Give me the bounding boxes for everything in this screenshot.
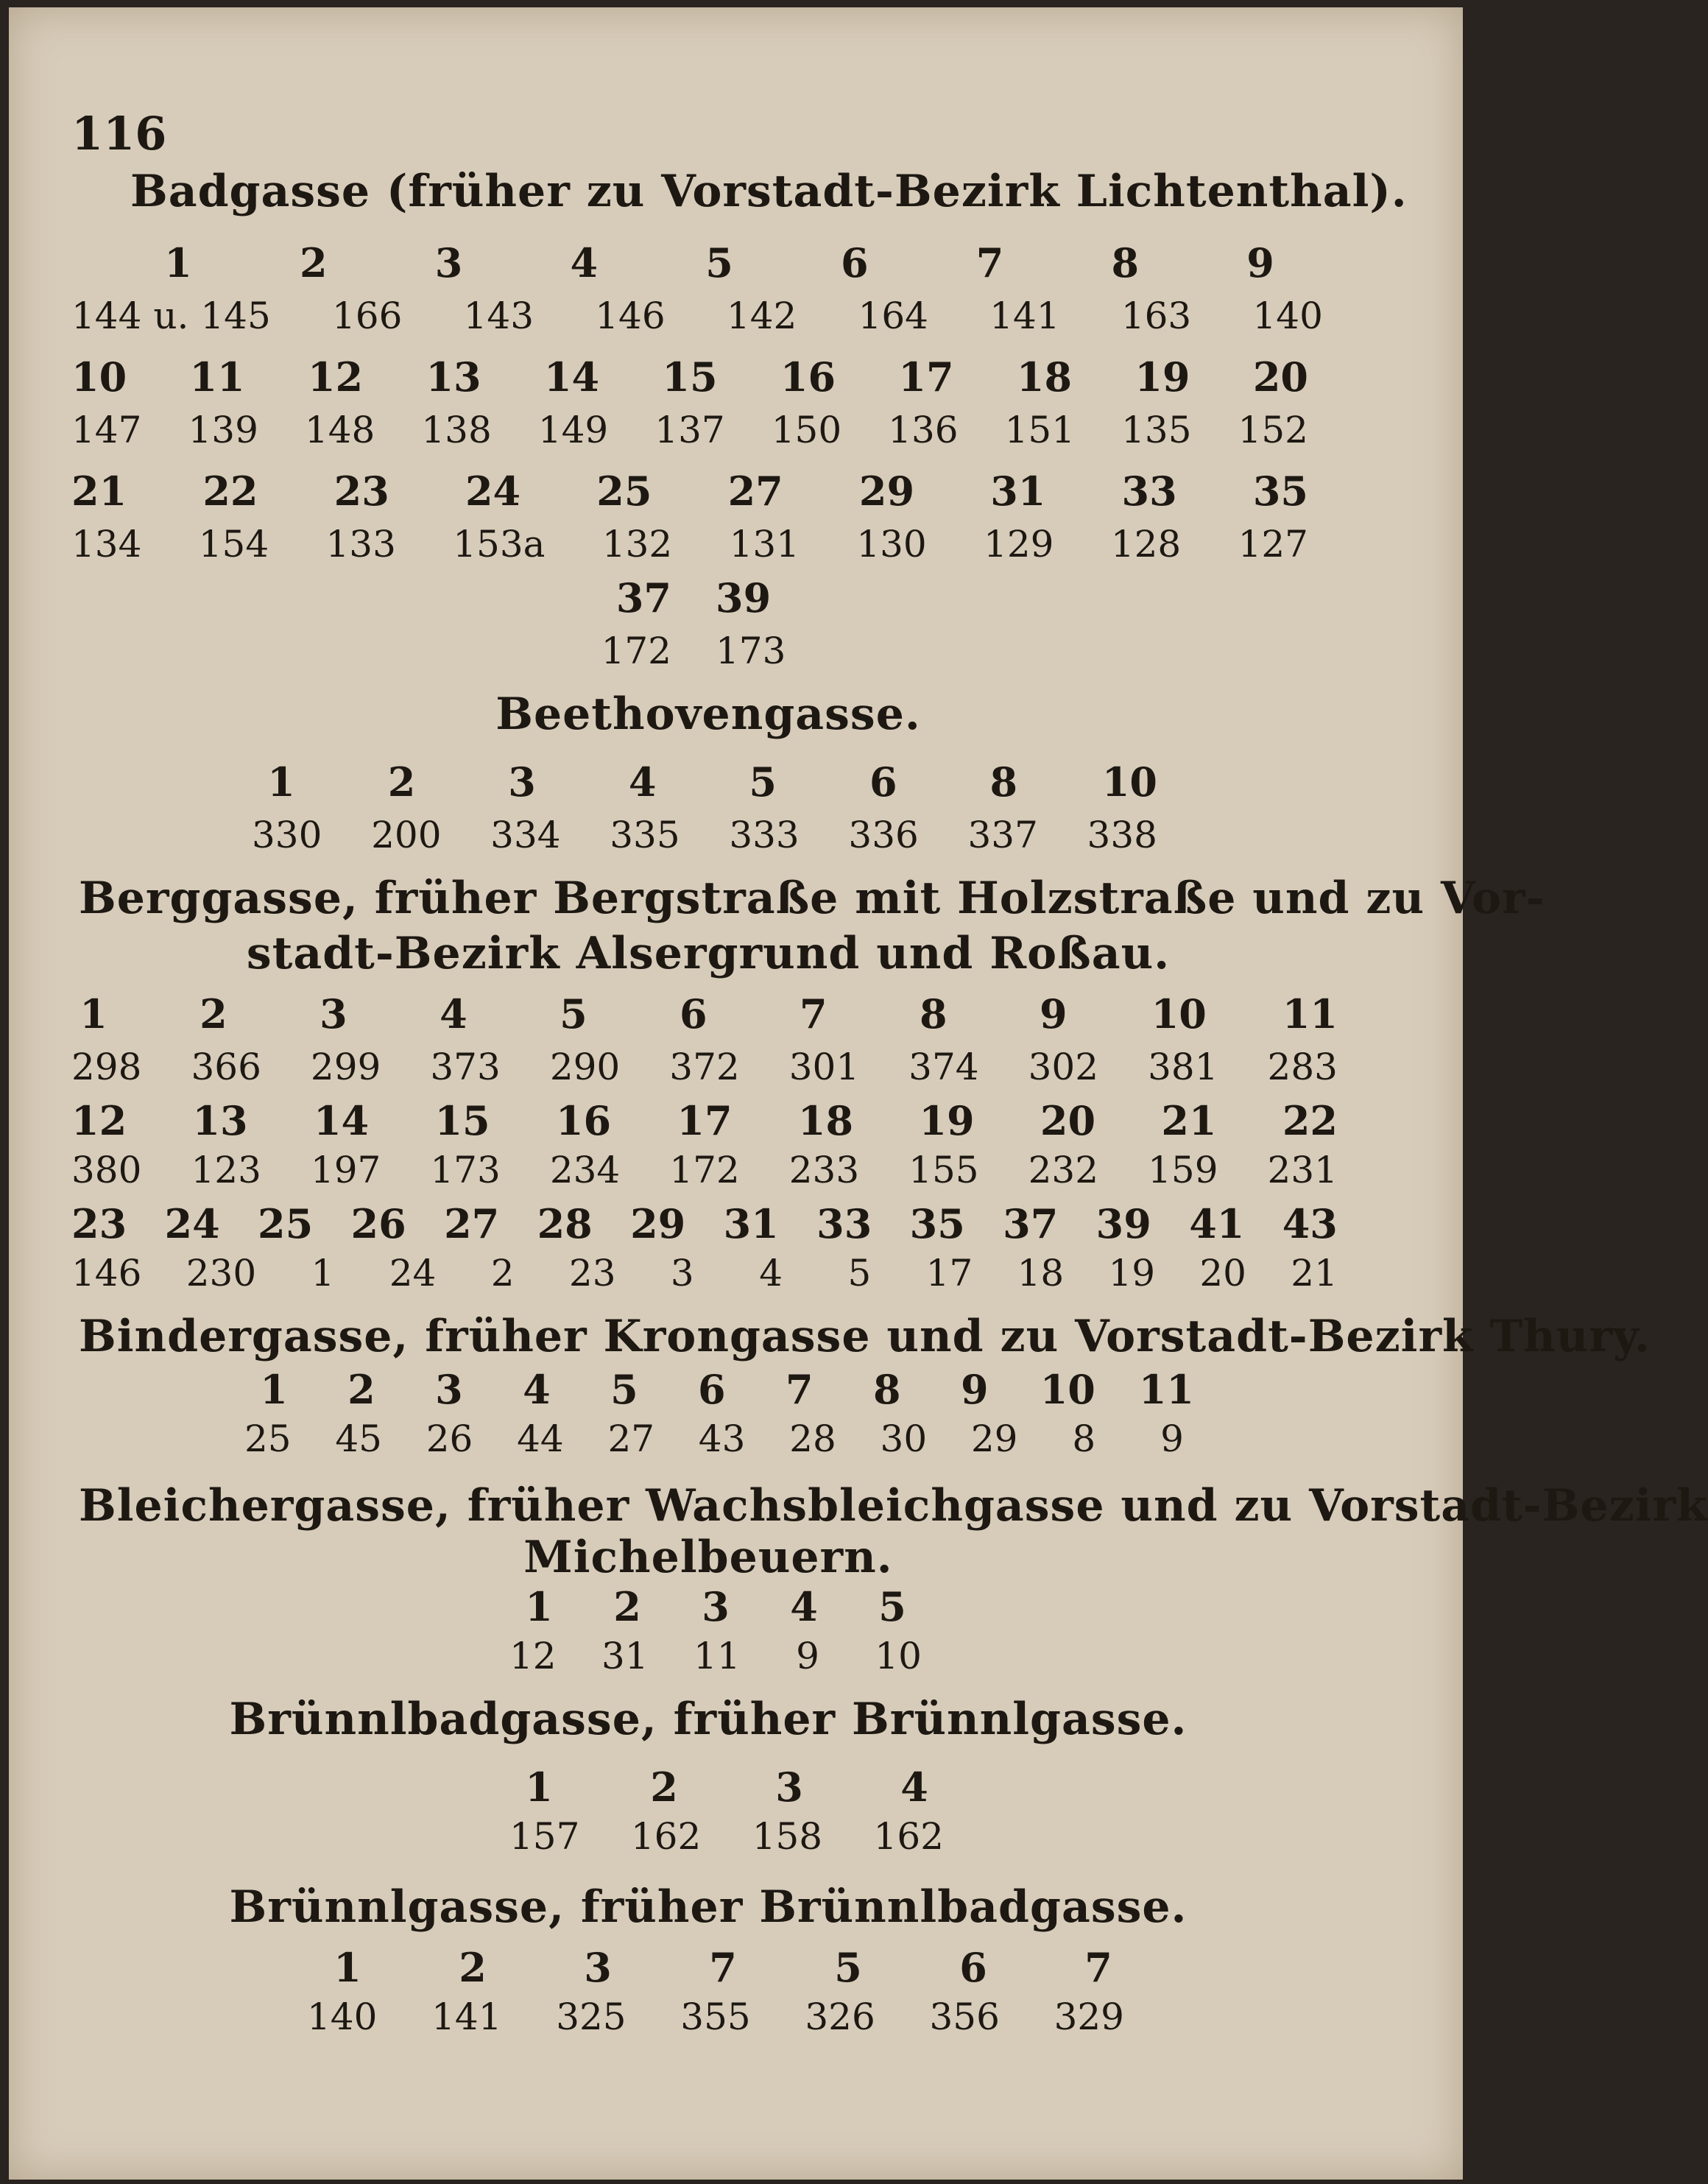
house-number-cell: 39 [716,574,772,621]
house-number-cell: 231 [1267,1149,1338,1191]
house-number-cell: 333 [729,814,800,856]
house-number-cell: 158 [752,1815,823,1858]
house-number-cell: 24 [465,468,521,515]
house-number-cell: 149 [537,409,609,451]
house-number-cell: 24 [164,1200,220,1247]
house-number-cell: 4 [440,990,467,1038]
house-number-cell: 9 [1160,1417,1184,1460]
badgasse-row-3 [71,353,1308,401]
house-number-cell: 154 [198,523,269,566]
heading-berggasse-2: stadt-Bezirk Alsergrund und Roßau. [246,928,1171,979]
house-number-cell: 2 [490,1252,515,1294]
house-number-cell: 302 [1028,1046,1099,1088]
badgasse-row-2 [71,295,1323,337]
house-number-cell: 21 [1291,1252,1338,1294]
house-number-cell: 373 [430,1046,501,1088]
house-number-cell: 18 [797,1097,854,1144]
house-number-cell: 3 [584,1944,612,1991]
house-number-cell: 146 [71,1252,142,1294]
house-number-cell: 7 [786,1366,814,1413]
house-number-cell: 10 [1101,758,1157,806]
house-number-cell: 326 [805,1995,875,2038]
house-number-cell: 5 [878,1583,906,1630]
bleichergasse-row-1 [517,1583,914,1630]
house-number-cell: 131 [729,523,800,566]
house-number-cell: 232 [1028,1149,1099,1191]
berggasse-row-5 [71,1200,1338,1247]
house-number-cell: 29 [970,1417,1018,1460]
house-number-cell: 233 [788,1149,860,1191]
house-number-cell: 12 [509,1635,557,1677]
house-number-cell: 14 [313,1097,370,1144]
bindergasse-row-2 [244,1417,1194,1460]
house-number-cell: 6 [869,758,897,806]
house-number-cell: 157 [509,1815,580,1858]
house-number-cell: 140 [307,1995,378,2038]
berggasse-row-3 [71,1097,1338,1144]
badgasse-row-7 [598,574,789,621]
house-number-cell: 29 [858,468,915,515]
house-number-cell: 10 [1151,990,1207,1038]
house-number-cell: 25 [258,1200,314,1247]
house-number-cell: 1 [334,1944,361,1991]
house-number-cell: 129 [984,523,1054,566]
house-number-cell: 5 [610,1366,638,1413]
house-number-cell: 372 [669,1046,740,1088]
beethovengasse-row-1 [259,758,1157,806]
house-number-cell: 26 [426,1417,473,1460]
house-number-cell: 141 [989,295,1060,337]
heading-bleichergasse-2: Michelbeuern. [523,1532,893,1583]
house-number-cell: 10 [875,1635,922,1677]
house-number-cell: 336 [848,814,919,856]
house-number-cell: 132 [601,523,673,566]
house-number-cell: 24 [389,1252,437,1294]
house-number-cell: 128 [1110,523,1182,566]
house-number-cell: 17 [677,1097,733,1144]
house-number-cell: 3 [320,990,347,1038]
house-number-cell: 301 [788,1046,860,1088]
house-number-cell: 173 [716,630,786,672]
house-number-cell: 12 [307,353,364,401]
house-number-cell: 1 [80,990,107,1038]
house-number-cell: 3 [435,1366,463,1413]
house-number-cell: 148 [304,409,375,451]
house-number-cell: 159 [1148,1149,1218,1191]
house-number-cell: 8 [989,758,1018,806]
house-number-cell: 18 [1017,1252,1065,1294]
house-number-cell: 325 [556,1995,627,2038]
house-number-cell: 9 [1246,239,1274,286]
house-number-cell: 9 [960,1366,989,1413]
house-number-cell: 3 [775,1764,803,1811]
house-number-cell: 130 [856,523,927,566]
house-number-cell: 15 [434,1097,490,1144]
house-number-cell: 3 [702,1583,730,1630]
house-number-cell: 23 [71,1200,127,1247]
house-number-cell: 8 [872,1366,901,1413]
heading-bindergasse: Bindergasse, früher Krongasse und zu Vorstadt-Bezirk Thury. [79,1311,1651,1362]
house-number-cell: 26 [350,1200,406,1247]
house-number-cell: 144 u. 145 [71,295,271,337]
house-number-cell: 162 [873,1815,944,1858]
heading-bleichergasse-1: Bleichergasse, früher Wachsbleichgasse und zu Vorstadt-Bezirk [79,1480,1708,1532]
house-number-cell: 172 [601,630,671,672]
bleichergasse-row-2 [509,1635,922,1677]
house-number-cell: 11 [694,1635,741,1677]
house-number-cell: 139 [188,409,258,451]
house-number-cell: 143 [463,295,534,337]
house-number-cell: 329 [1054,1995,1124,2038]
house-number-cell: 1 [164,239,192,286]
badgasse-row-5 [71,468,1308,515]
house-number-cell: 6 [959,1944,987,1991]
badgasse-row-4 [71,409,1308,451]
house-number-cell: 4 [628,758,657,806]
house-number-cell: 150 [771,409,842,451]
house-number-cell: 43 [1282,1200,1338,1247]
house-number-cell: 153a [453,523,546,566]
house-number-cell: 37 [1003,1200,1059,1247]
house-number-cell: 137 [654,409,725,451]
house-number-cell: 23 [568,1252,616,1294]
house-number-cell: 380 [71,1149,142,1191]
house-number-cell: 1 [311,1252,335,1294]
house-number-cell: 123 [191,1149,261,1191]
house-number-cell: 10 [1040,1366,1095,1413]
house-number-cell: 6 [840,239,869,286]
house-number-cell: 11 [1138,1366,1194,1413]
house-number-cell: 162 [630,1815,702,1858]
bruennlbadgasse-row-2 [509,1815,944,1858]
house-number-cell: 4 [570,239,599,286]
house-number-cell: 14 [543,353,600,401]
house-number-cell: 11 [189,353,245,401]
house-number-cell: 33 [816,1200,872,1247]
beethovengasse-row-2 [252,814,1157,856]
heading-bruennlgasse: Brünnlgasse, früher Brünnlbadgasse. [229,1881,1188,1933]
house-number-cell: 35 [1252,468,1308,515]
bindergasse-row-1 [252,1366,1194,1413]
house-number-cell: 8 [1072,1417,1096,1460]
house-number-cell: 2 [459,1944,487,1991]
house-number-cell: 28 [789,1417,836,1460]
house-number-cell: 18 [1016,353,1073,401]
house-number-cell: 12 [71,1097,127,1144]
house-number-cell: 16 [780,353,836,401]
house-number-cell: 37 [615,574,671,621]
house-number-cell: 2 [387,758,416,806]
house-number-cell: 4 [759,1252,783,1294]
house-number-cell: 1 [525,1583,553,1630]
house-number-cell: 2 [347,1366,375,1413]
bruennlgasse-row-1 [325,1944,1121,1991]
house-number-cell: 330 [252,814,322,856]
house-number-cell: 7 [1084,1944,1112,1991]
house-number-cell: 374 [908,1046,979,1088]
house-number-cell: 27 [727,468,783,515]
house-number-cell: 27 [444,1200,500,1247]
house-number-cell: 355 [680,1995,751,2038]
house-number-cell: 166 [331,295,403,337]
house-number-cell: 31 [990,468,1046,515]
house-number-cell: 140 [1252,295,1323,337]
bruennlgasse-row-2 [307,1995,1124,2038]
house-number-cell: 10 [71,353,127,401]
house-number-cell: 147 [71,409,142,451]
badgasse-row-8 [590,630,797,672]
house-number-cell: 5 [749,758,777,806]
house-number-cell: 234 [549,1149,621,1191]
house-number-cell: 172 [669,1149,740,1191]
house-number-cell: 9 [796,1635,819,1677]
house-number-cell: 25 [596,468,652,515]
house-number-cell: 44 [517,1417,564,1460]
house-number-cell: 5 [834,1944,862,1991]
house-number-cell: 41 [1189,1200,1245,1247]
house-number-cell: 2 [650,1764,678,1811]
house-number-cell: 33 [1121,468,1177,515]
house-number-cell: 2 [299,239,328,286]
house-number-cell: 134 [71,523,142,566]
house-number-cell: 127 [1238,523,1308,566]
house-number-cell: 146 [595,295,666,337]
house-number-cell: 151 [1004,409,1076,451]
house-number-cell: 39 [1095,1200,1151,1247]
house-number-cell: 3 [670,1252,694,1294]
badgasse-row-1 [156,239,1282,286]
house-number-cell: 13 [192,1097,248,1144]
house-number-cell: 135 [1121,409,1192,451]
house-number-cell: 4 [523,1366,551,1413]
house-number-cell: 35 [909,1200,965,1247]
house-number-cell: 283 [1267,1046,1338,1088]
house-number-cell: 138 [421,409,492,451]
house-number-cell: 21 [1161,1097,1217,1144]
house-number-cell: 163 [1121,295,1192,337]
house-number-cell: 6 [680,990,707,1038]
house-number-cell: 381 [1148,1046,1218,1088]
house-number-cell: 335 [610,814,680,856]
house-number-cell: 197 [310,1149,381,1191]
house-number-cell: 142 [726,295,797,337]
house-number-cell: 337 [967,814,1038,856]
house-number-cell: 2 [200,990,227,1038]
page-number: 116 [71,107,167,161]
house-number-cell: 8 [919,990,947,1038]
house-number-cell: 27 [607,1417,655,1460]
house-number-cell: 133 [325,523,396,566]
house-number-cell: 11 [1282,990,1338,1038]
house-number-cell: 19 [1134,353,1190,401]
house-number-cell: 7 [800,990,827,1038]
house-number-cell: 141 [431,1995,502,2038]
house-number-cell: 3 [434,239,463,286]
house-number-cell: 21 [71,468,127,515]
house-number-cell: 19 [1108,1252,1156,1294]
house-number-cell: 299 [310,1046,381,1088]
house-number-cell: 13 [426,353,481,401]
house-number-cell: 16 [555,1097,612,1144]
house-number-cell: 4 [900,1764,928,1811]
berggasse-row-6 [71,1252,1338,1294]
house-number-cell: 136 [888,409,959,451]
house-number-cell: 23 [334,468,389,515]
house-number-cell: 334 [490,814,561,856]
berggasse-row-4 [71,1149,1338,1191]
heading-bruennlbadgasse: Brünnlbadgasse, früher Brünnlgasse. [229,1694,1188,1745]
house-number-cell: 28 [537,1200,593,1247]
house-number-cell: 43 [698,1417,746,1460]
house-number-cell: 7 [975,239,1004,286]
house-number-cell: 2 [613,1583,641,1630]
house-number-cell: 7 [709,1944,737,1991]
house-number-cell: 5 [847,1252,872,1294]
heading-badgasse: Badgasse (früher zu Vorstadt-Bezirk Lichtenthal). [130,166,1408,217]
house-number-cell: 6 [698,1366,726,1413]
house-number-cell: 155 [908,1149,979,1191]
house-number-cell: 19 [919,1097,975,1144]
house-number-cell: 5 [705,239,733,286]
house-number-cell: 5 [560,990,587,1038]
house-number-cell: 31 [723,1200,779,1247]
house-number-cell: 30 [880,1417,928,1460]
house-number-cell: 1 [260,1366,288,1413]
house-number-cell: 20 [1040,1097,1096,1144]
house-number-cell: 356 [929,1995,1000,2038]
heading-berggasse-1: Berggasse, früher Bergstraße mit Holzstraße und zu Vor- [79,873,1545,924]
house-number-cell: 22 [1282,1097,1338,1144]
house-number-cell: 17 [898,353,954,401]
house-number-cell: 17 [925,1252,973,1294]
house-number-cell: 31 [601,1635,649,1677]
house-number-cell: 20 [1252,353,1308,401]
house-number-cell: 22 [202,468,258,515]
house-number-cell: 15 [662,353,718,401]
house-number-cell: 29 [630,1200,686,1247]
house-number-cell: 152 [1238,409,1308,451]
house-number-cell: 230 [186,1252,257,1294]
house-number-cell: 4 [790,1583,818,1630]
house-number-cell: 25 [244,1417,292,1460]
house-number-cell: 45 [335,1417,382,1460]
berggasse-row-2 [71,1046,1338,1088]
house-number-cell: 1 [525,1764,553,1811]
house-number-cell: 173 [430,1149,501,1191]
berggasse-row-1 [71,990,1338,1038]
heading-beethovengasse: Beethovengasse. [495,688,921,740]
house-number-cell: 20 [1199,1252,1246,1294]
house-number-cell: 8 [1111,239,1140,286]
house-number-cell: 338 [1087,814,1157,856]
book-page [9,7,1708,2180]
house-number-cell: 200 [371,814,442,856]
house-number-cell: 290 [549,1046,621,1088]
house-number-cell: 9 [1039,990,1068,1038]
house-number-cell: 1 [267,758,295,806]
house-number-cell: 164 [858,295,928,337]
house-number-cell: 366 [191,1046,261,1088]
bruennlbadgasse-row-1 [517,1764,936,1811]
house-number-cell: 298 [71,1046,142,1088]
house-number-cell: 3 [508,758,536,806]
badgasse-row-6 [71,523,1308,566]
